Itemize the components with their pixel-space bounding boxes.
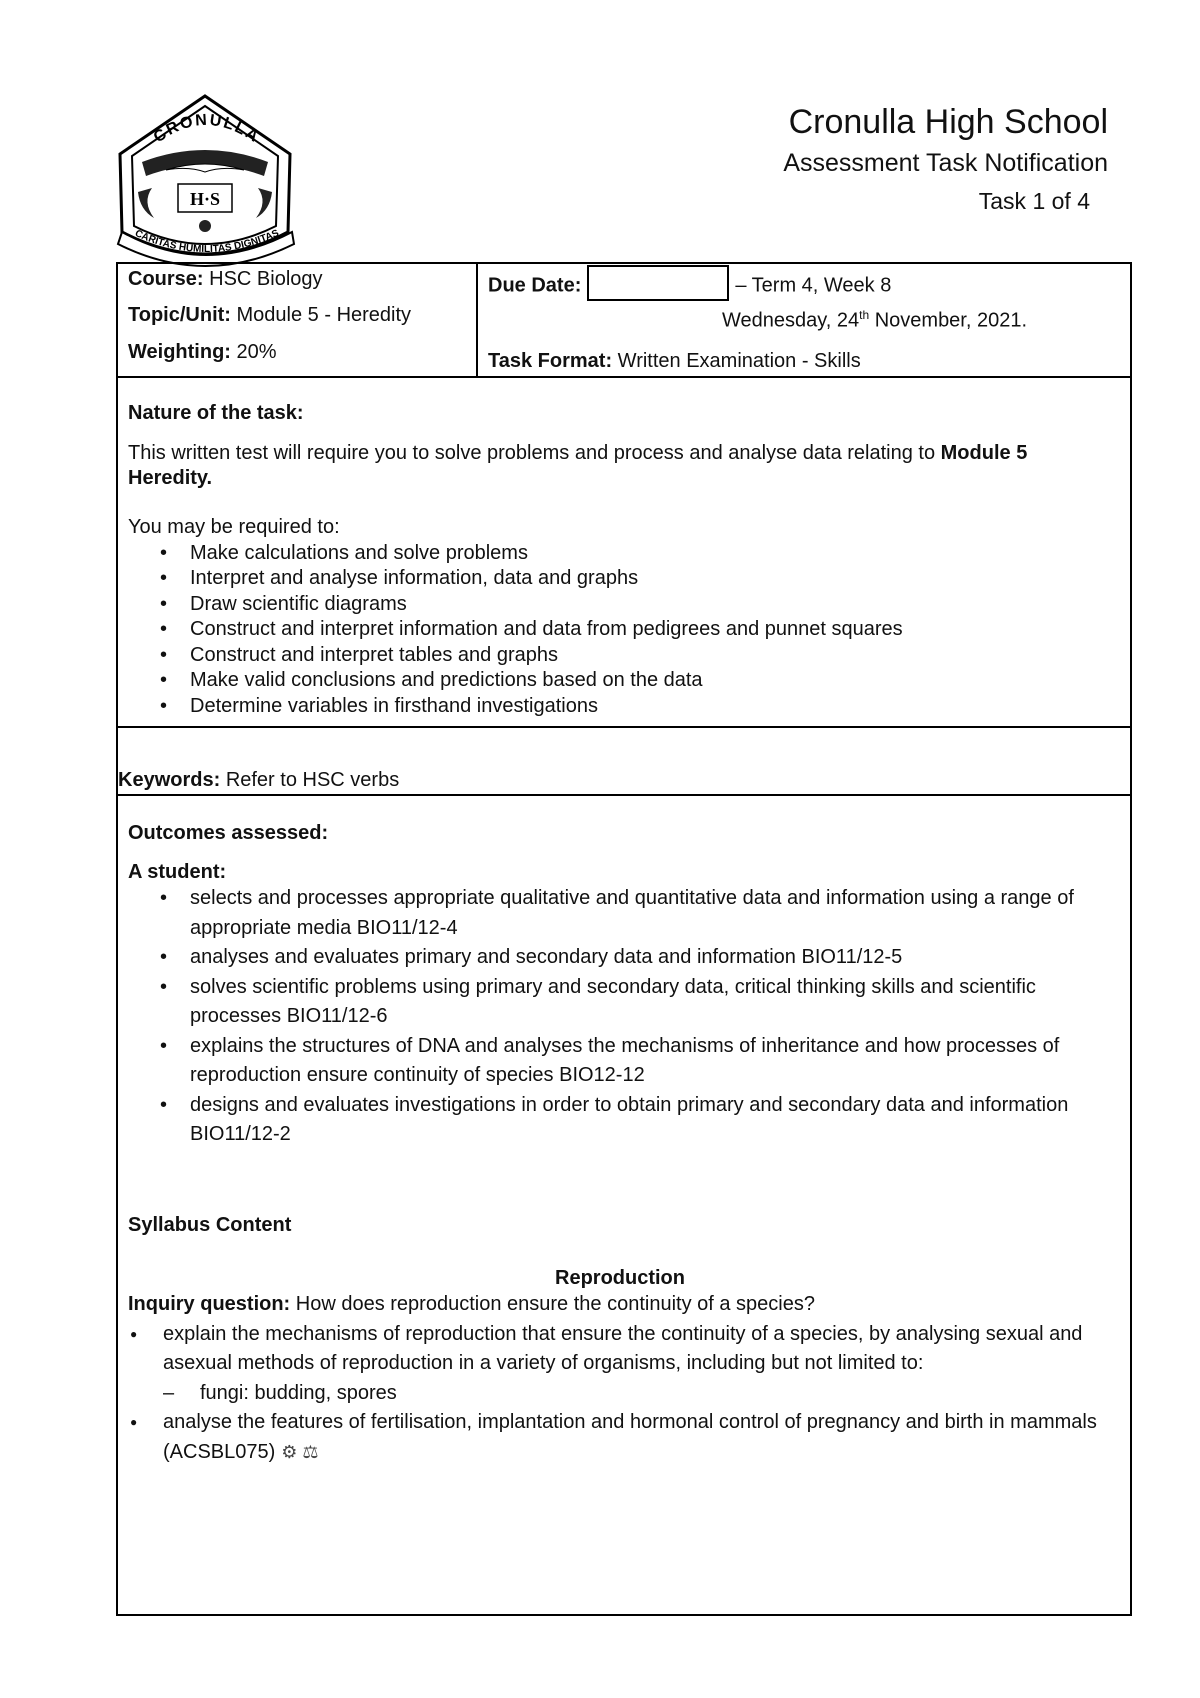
subpoint-text: fungi: budding, spores bbox=[200, 1381, 397, 1404]
nature-intro bbox=[118, 441, 1130, 491]
syllabus-section bbox=[118, 1214, 1130, 1467]
outcomes-section bbox=[118, 822, 1130, 1150]
topic-line bbox=[128, 304, 411, 327]
divider-keywords bbox=[118, 794, 1130, 796]
student-label: A student: bbox=[128, 861, 227, 883]
weighting-label: Weighting: bbox=[128, 341, 231, 363]
course-line bbox=[128, 268, 323, 291]
list-item: • explains the structures of DNA and analyses the mechanisms of inheritance and how processes of reproduction ensure continuity of species BIO12-12 bbox=[118, 1032, 1130, 1091]
due-date-box bbox=[587, 265, 729, 301]
info-column-divider bbox=[476, 264, 478, 378]
point2-text: analyse the features of fertilisation, implantation and hormonal control of pregnancy and birth in mammals (ACSBL075) bbox=[163, 1411, 1097, 1463]
list-item: • Make valid conclusions and predictions based on the data bbox=[118, 668, 1130, 694]
list-item: • Construct and interpret tables and graphs bbox=[118, 643, 1130, 669]
nature-heading: Nature of the task: bbox=[128, 402, 304, 424]
inquiry-line bbox=[118, 1290, 1130, 1320]
nature-intro-bold: Module 5 Heredity. bbox=[128, 442, 1028, 489]
keywords-label: Keywords: bbox=[118, 769, 221, 791]
due-date-sup: th bbox=[859, 308, 870, 322]
list-item: • designs and evaluates investigations in order to obtain primary and secondary data and information BIO11/12-2 bbox=[118, 1091, 1130, 1150]
list-item: • analyses and evaluates primary and secondary data and information BIO11/12-5 bbox=[118, 943, 1130, 973]
list-item bbox=[118, 1408, 1130, 1467]
outcomes-heading: Outcomes assessed: bbox=[128, 822, 329, 844]
divider-nature bbox=[118, 726, 1130, 728]
school-name: Cronulla High School bbox=[788, 103, 1108, 141]
syllabus-subpoint bbox=[118, 1379, 1130, 1409]
syllabus-list-2 bbox=[118, 1408, 1130, 1467]
crest-center-text: H·S bbox=[189, 189, 221, 209]
list-item: • Draw scientific diagrams bbox=[118, 592, 1130, 618]
list-item: • Make calculations and solve problems bbox=[118, 541, 1130, 567]
topic-value: Module 5 - Heredity bbox=[236, 304, 412, 326]
due-date-label: Due Date: bbox=[488, 274, 582, 297]
task-format-line bbox=[488, 350, 861, 373]
divider-info bbox=[118, 376, 1130, 378]
outcomes-list bbox=[118, 884, 1130, 1150]
task-number: Task 1 of 4 bbox=[978, 188, 1090, 214]
crest-top-text: CRONULLA bbox=[150, 111, 263, 147]
syllabus-list bbox=[118, 1320, 1130, 1379]
nature-list bbox=[118, 541, 1130, 720]
weighting-line bbox=[128, 341, 277, 364]
subpoint-dash: – bbox=[163, 1381, 175, 1404]
task-format-value: Written Examination - Skills bbox=[617, 350, 861, 372]
list-item: • Determine variables in firsthand investigations bbox=[118, 694, 1130, 720]
due-date-day: Wednesday, 24 bbox=[722, 309, 860, 332]
course-value: HSC Biology bbox=[209, 268, 323, 290]
keywords-value: Refer to HSC verbs bbox=[225, 769, 400, 791]
crest-motto-text: CARITAS HUMILITAS DIGNITAS bbox=[133, 227, 281, 256]
course-label: Course: bbox=[128, 268, 204, 290]
due-date-line bbox=[488, 268, 891, 304]
topic-label: Topic/Unit: bbox=[128, 304, 231, 326]
list-item: • selects and processes appropriate qualitative and quantitative data and information using a range of appropriate media BIO11/12-4 bbox=[118, 884, 1130, 943]
due-date-rest: November, 2021. bbox=[869, 309, 1028, 332]
due-date-full bbox=[722, 308, 1027, 333]
task-format-label: Task Format: bbox=[488, 350, 613, 372]
notification-title: Assessment Task Notification bbox=[783, 149, 1108, 177]
nature-intro-text: This written test will require you to solve problems and process and analyse data relating to bbox=[128, 442, 941, 464]
task-details-frame bbox=[116, 262, 1132, 1616]
school-crest-logo bbox=[112, 92, 298, 270]
list-item: ● explain the mechanisms of reproduction that ensure the continuity of a species, by analysing sexual and asexual methods of reproduction in a variety of organisms, including but not limited to: bbox=[118, 1320, 1130, 1379]
document-header bbox=[783, 100, 1108, 218]
weighting-value: 20% bbox=[236, 341, 277, 363]
list-item: • solves scientific problems using primary and secondary data, critical thinking skills and scientific processes BIO11/12-6 bbox=[118, 973, 1130, 1032]
syllabus-subheading: Reproduction bbox=[555, 1267, 685, 1289]
list-item: • Interpret and analyse information, data and graphs bbox=[118, 566, 1130, 592]
inquiry-label: Inquiry question: bbox=[128, 1293, 291, 1315]
due-date-term: – Term 4, Week 8 bbox=[735, 274, 892, 297]
gears-scales-icon: ⚙ ⚖ bbox=[281, 1441, 319, 1462]
keywords-line bbox=[118, 769, 399, 792]
required-label: You may be required to: bbox=[128, 516, 340, 538]
inquiry-text: How does reproduction ensure the continuity of a species? bbox=[295, 1293, 815, 1315]
syllabus-heading: Syllabus Content bbox=[128, 1214, 292, 1236]
nature-section bbox=[118, 402, 1130, 719]
list-item: • Construct and interpret information and data from pedigrees and punnet squares bbox=[118, 617, 1130, 643]
